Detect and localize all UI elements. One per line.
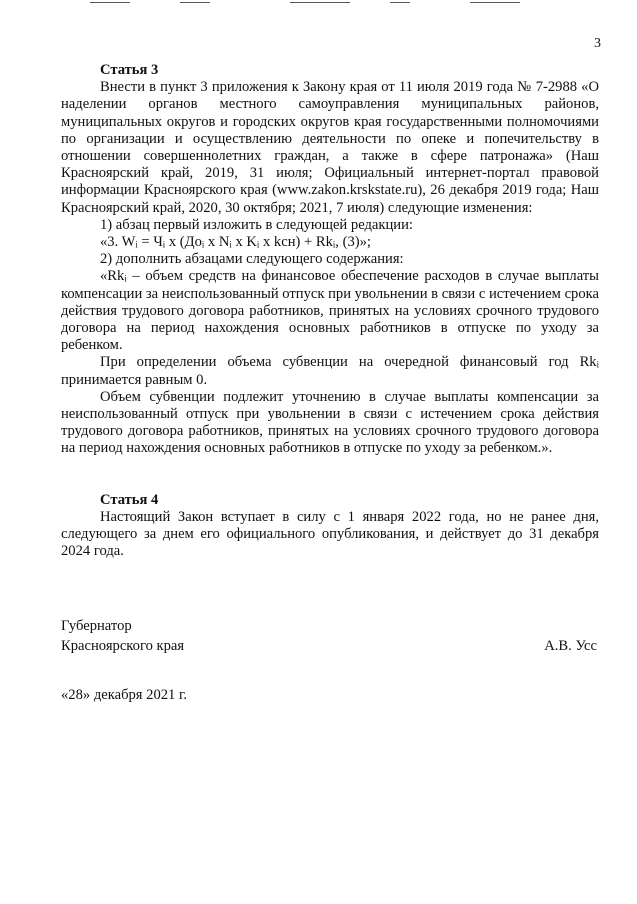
article-3-rk-definition: «Rkᵢ – объем средств на финансовое обеспечение расходов в случае выплаты компенсации за неиспользованный отпуск при увольнении в связи с истечением срока действия трудового договора работников, принятых на условиях срочного трудового договора на период нахождения основных работников в отпуске по уходу за ребенком. <box>61 268 599 354</box>
page-number: 3 <box>594 36 601 51</box>
article-3-rk-zero: При определении объема субвенции на очередной финансовый год Rkᵢ принимается равным 0. <box>61 354 599 388</box>
article-4-heading: Статья 4 <box>100 491 159 508</box>
document-body <box>61 62 599 560</box>
article-4-text: Настоящий Закон вступает в силу с 1 января 2022 года, но не ранее дня, следующего за днем его официального опубликования, и действует до 31 декабря 2024 года. <box>61 508 599 560</box>
article-3-intro: Внести в пункт 3 приложения к Закону края от 11 июля 2019 года № 7-2988 «О наделении органов местного самоуправления муниципальных районов, муниципальных округов и городских округов края государственными полномочиями по организации и осуществлению деятельности по опеке и попечительству в отношении совершеннолетних граждан, а также в сфере патронажа» (Наш Красноярский край, 2019, 31 июля; Официальный интернет-портал правовой информации Красноярского края (www.zakon.krskstate.ru), 26 декабря 2019 года; Наш Красноярский край, 2020, 30 октября; 2021, 7 июля) следующие изменения: <box>61 79 599 216</box>
article-3-refine: Объем субвенции подлежит уточнению в случае выплаты компенсации за неиспользованный отпуск при увольнении в связи с истечением срока действия трудового договора работников, принятых на условиях срочного трудового договора на период нахождения основных работников в отпуске по уходу за ребенком.». <box>61 388 599 457</box>
signature-block <box>61 616 599 656</box>
signatory-name: А.В. Усс <box>544 638 597 654</box>
article-3-heading: Статья 3 <box>100 62 159 78</box>
signatory-title-line-1: Губернатор <box>61 618 132 634</box>
document-date: «28» декабря 2021 г. <box>61 687 187 703</box>
signatory-title-line-2: Красноярского края <box>61 638 185 654</box>
article-3-item-2: 2) дополнить абзацами следующего содержания: <box>100 251 404 268</box>
article-3-formula: «3. Wᵢ = Чᵢ x (Доᵢ x Nᵢ x Kᵢ x kсн) + Rkᵢ, (3)»; <box>100 234 371 251</box>
top-scan-artifact <box>60 0 600 6</box>
article-3-item-1: 1) абзац первый изложить в следующей редакции: <box>100 216 413 233</box>
